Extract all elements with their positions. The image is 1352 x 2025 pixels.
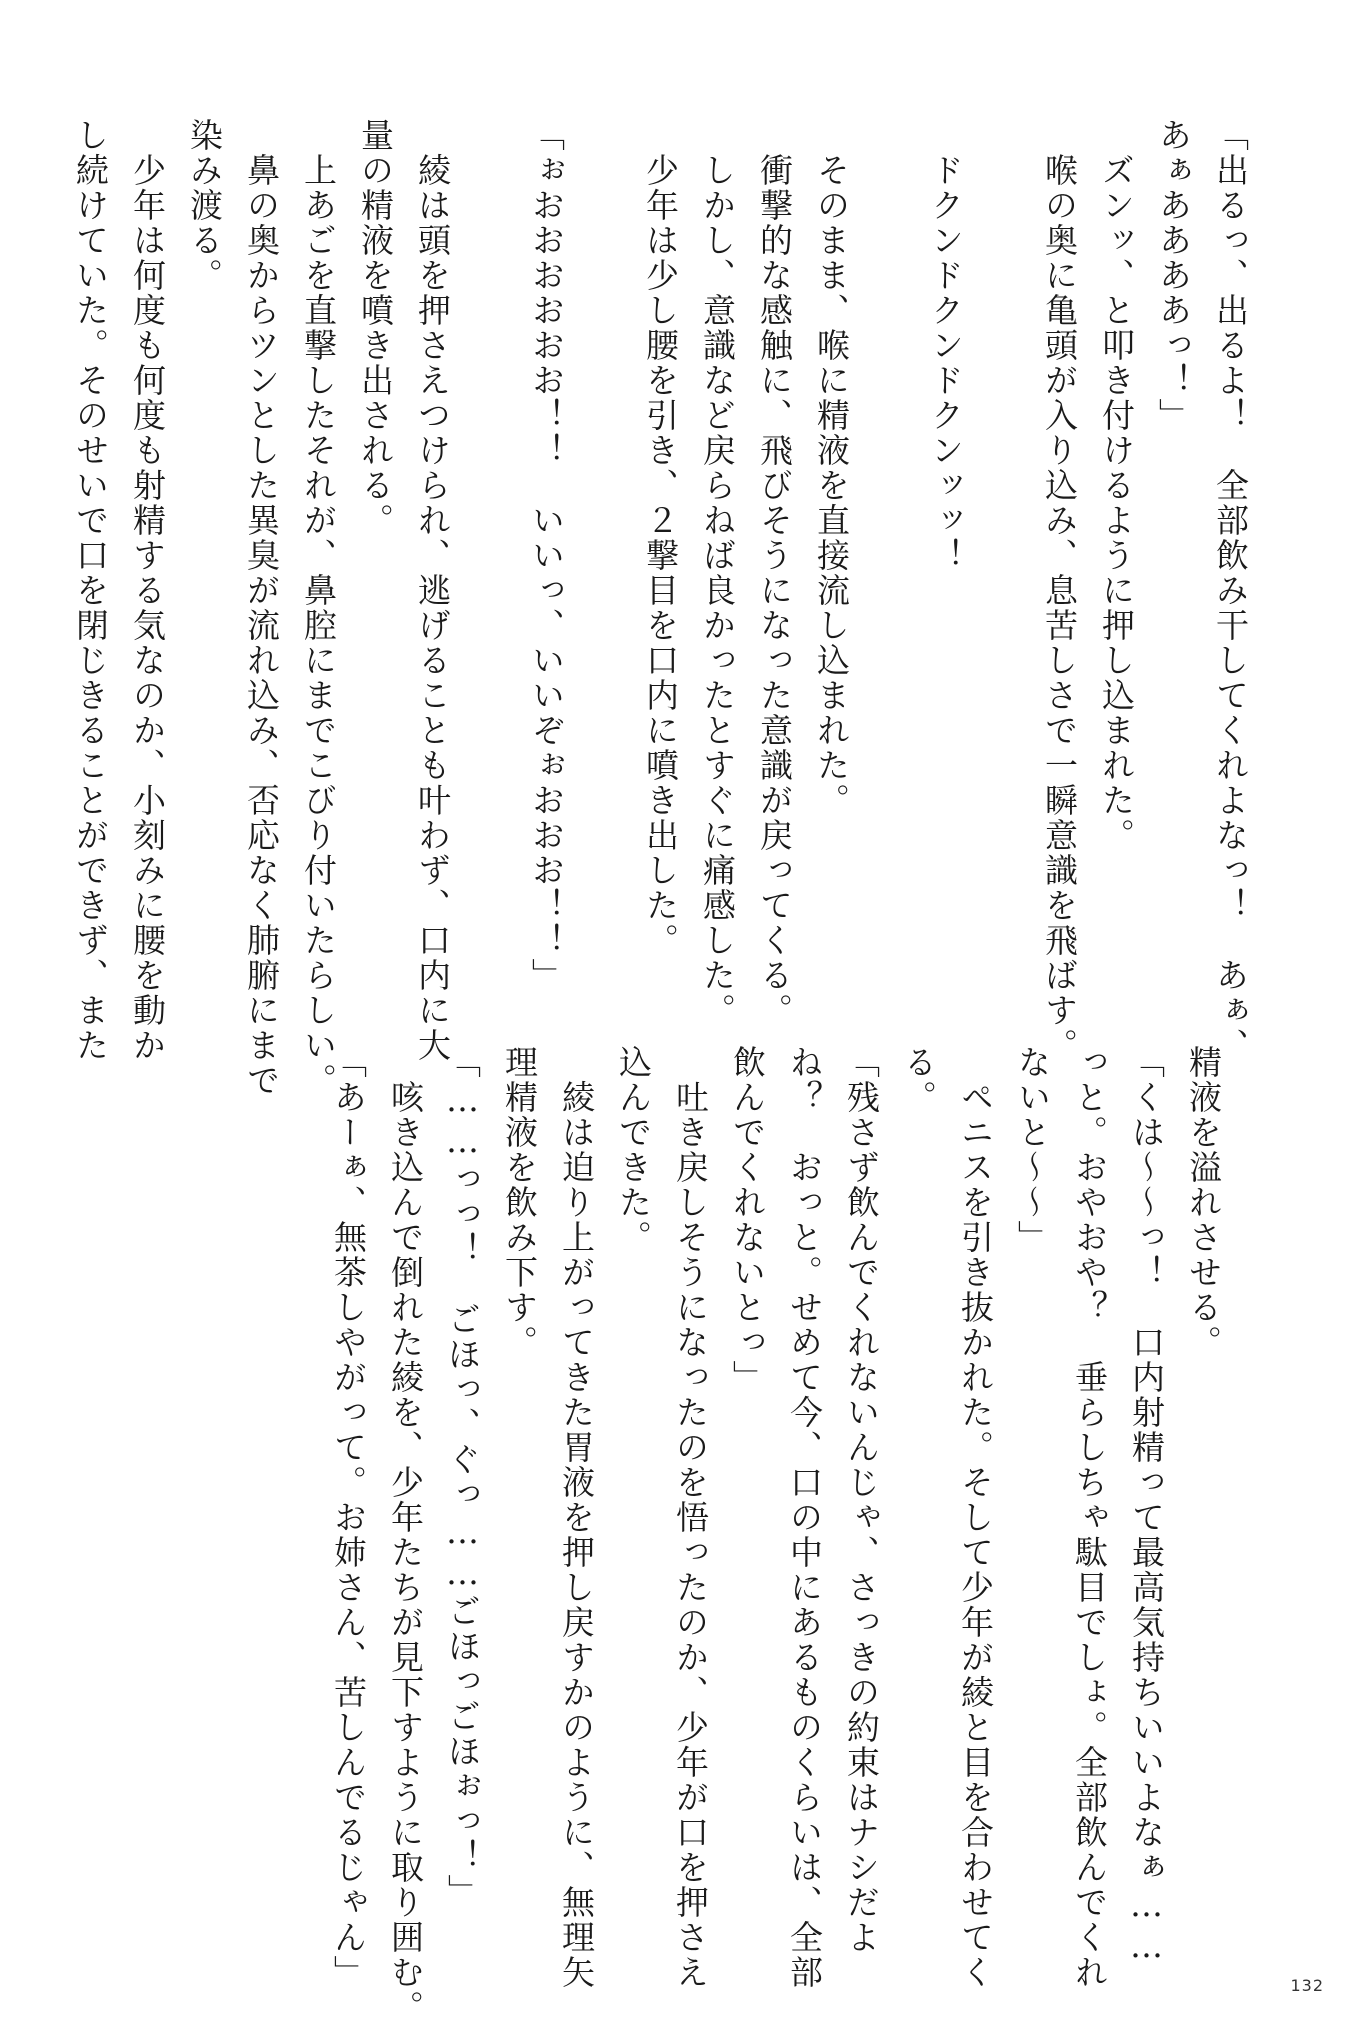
text-line: [974, 118, 1031, 998]
page-number: 132: [1290, 1976, 1324, 1995]
text-line: 「あーぁ、無茶しやがって。お姉さん、苦しんでるじゃん」: [329, 1045, 368, 1990]
text-line: そのまま、喉に精液を直接流し込まれた。: [812, 118, 851, 818]
text-line: 「……っっ！ ごほっ、ぐっ……ごほっごほぉっ！」: [443, 1045, 482, 1909]
text-line: 染み渡る。: [185, 118, 224, 293]
text-line: 上あごを直撃したそれが、鼻腔にまでこびり付いたらしい。: [299, 118, 338, 1098]
text-line: [860, 118, 917, 998]
text-line: 「ぉおおおおおお！！ いいっ、いいぞぉおおお！！」: [527, 118, 566, 993]
text-line: 飲んでくれないとっ」: [728, 1045, 767, 1395]
text-line: 「残さず飲んでくれないんじゃ、さっきの約束はナシだよ: [842, 1045, 881, 1955]
text-line: しかし、意識など戻らねば良かったとすぐに痛感した。: [698, 118, 737, 1028]
text-line: 込んできた。: [614, 1045, 653, 1255]
text-line: ドクンドクンドクンッッ！: [926, 118, 965, 573]
text-line: 少年は何度も何度も射精する気なのか、小刻みに腰を動か: [128, 118, 167, 1063]
text-line: 鼻の奥からツンとした異臭が流れ込み、否応なく肺腑にまで: [242, 118, 281, 1098]
text-line: 「くは〜〜っ！ 口内射精って最高気持ちいいよなぁ……: [1127, 1045, 1166, 1967]
text-line: [461, 118, 518, 998]
text-line: あぁああああっ！」: [1154, 118, 1193, 433]
text-line: し続けていた。そのせいで口を閉じきることができず、また: [71, 118, 110, 1063]
text-line: 衝撃的な感触に、飛びそうになった意識が戻ってくる。: [755, 118, 794, 1028]
text-line: ペニスを引き抜かれた。そして少年が綾と目を合わせてく: [956, 1045, 995, 1990]
text-line: 「出るっ、出るよ！ 全部飲み干してくれよなっ！ あぁ、: [1211, 118, 1250, 1063]
upper-text-block: [62, 118, 1259, 1098]
text-line: 綾は迫り上がってきた胃液を押し戻すかのように、無理矢: [557, 1045, 596, 1990]
text-line: 少年は少し腰を引き、２撃目を口内に噴き出した。: [641, 118, 680, 958]
text-line: ね？ おっと。せめて今、口の中にあるものくらいは、全部: [785, 1045, 824, 1990]
lower-text-block: [320, 1045, 1232, 2025]
text-line: る。: [899, 1045, 938, 1115]
text-line: ないと〜〜」: [1013, 1045, 1052, 1255]
text-line: 理精液を飲み下す。: [500, 1045, 539, 1360]
text-line: 精液を溢れさせる。: [1184, 1045, 1223, 1360]
text-line: 喉の奥に亀頭が入り込み、息苦しさで一瞬意識を飛ばす。: [1040, 118, 1079, 1063]
text-line: 吐き戻しそうになったのを悟ったのか、少年が口を押さえ: [671, 1045, 710, 1990]
text-line: ズンッ、と叩き付けるように押し込まれた。: [1097, 118, 1136, 853]
text-line: っと。おやおや？ 垂らしちゃ駄目でしょ。全部飲んでくれ: [1070, 1045, 1109, 1990]
text-line: 量の精液を噴き出される。: [356, 118, 395, 538]
text-line: [575, 118, 632, 998]
text-line: 咳き込んで倒れた綾を、少年たちが見下すように取り囲む。: [386, 1045, 425, 2025]
text-line: 綾は頭を押さえつけられ、逃げることも叶わず、口内に大: [413, 118, 452, 1063]
